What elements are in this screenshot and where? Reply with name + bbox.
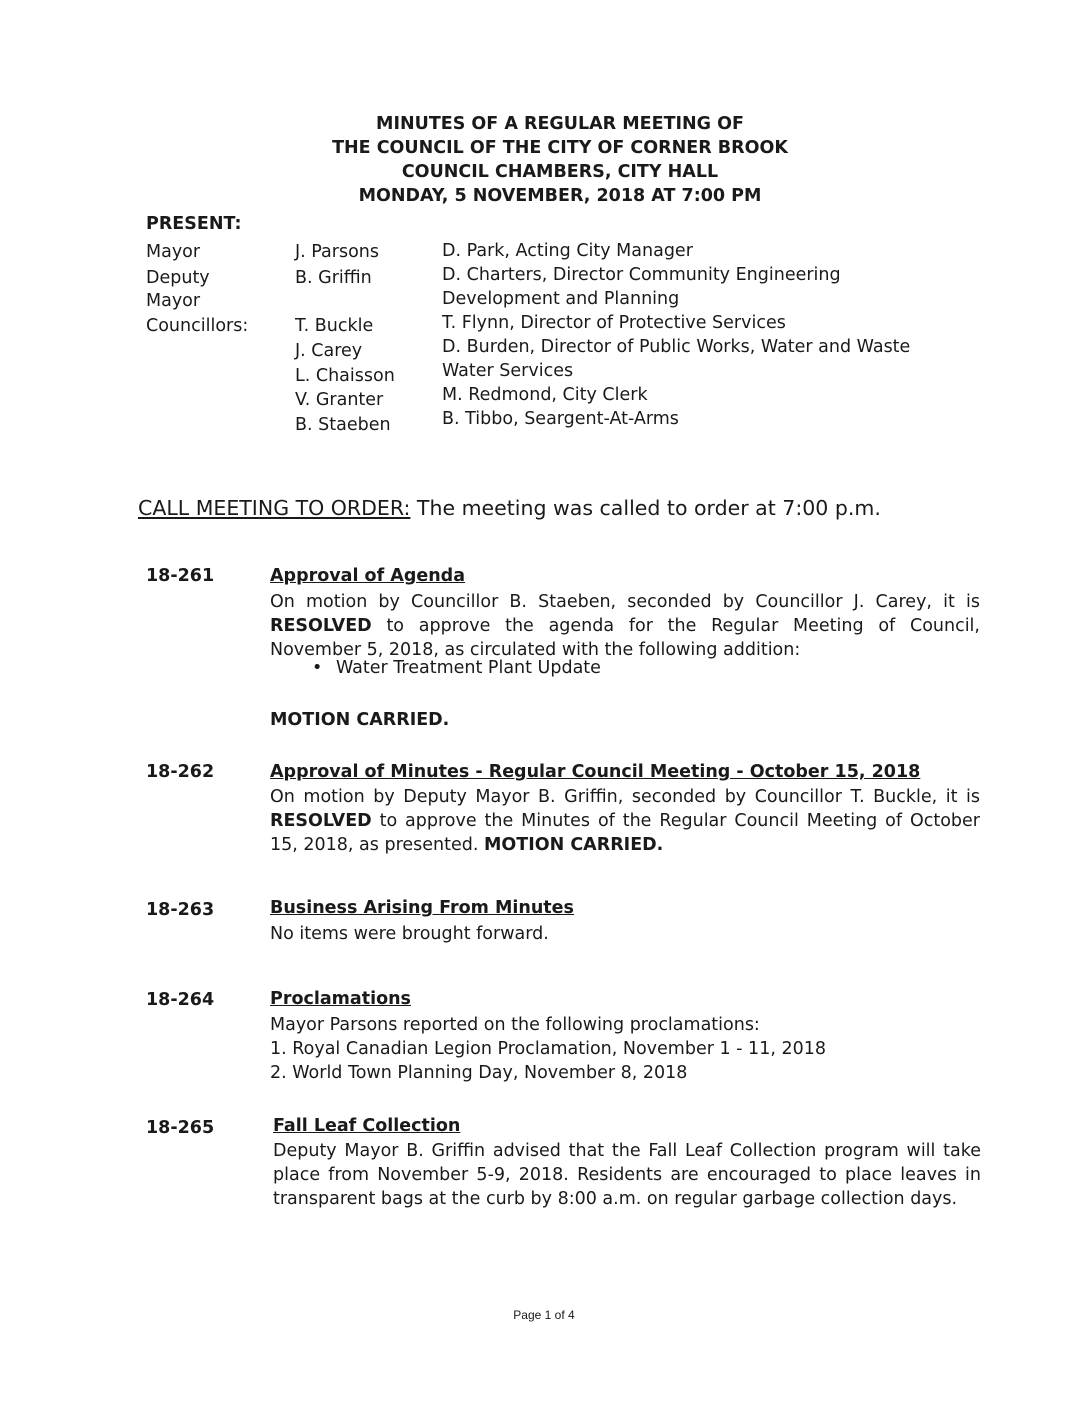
item-heading: Approval of Minutes - Regular Council Meeting - October 15, 2018 — [270, 762, 921, 782]
staff-entry: D. Charters, Director Community Engineering — [442, 265, 841, 285]
item-text: Deputy Mayor B. Griffin advised that the Fall Leaf Collection program will take place from November 5-9, 2018. Residents are encouraged to place leaves in transparent bags at the curb by 8:00 a.m. on regular garbage collection days. — [273, 1141, 981, 1209]
title-line-3: COUNCIL CHAMBERS, CITY HALL — [401, 162, 719, 182]
item-text: On motion by Councillor B. Staeben, seconded by Councillor J. Carey, it is RESOLVED to approve the agenda for the Regular Meeting of Council, November 5, 2018, as circulated with the following addition: — [270, 592, 980, 660]
title-line-2: THE COUNCIL OF THE CITY OF CORNER BROOK — [332, 138, 788, 158]
role-deputy: Deputy — [146, 268, 210, 288]
staff-entry: Water Services — [442, 361, 574, 381]
present-label: PRESENT: — [146, 214, 242, 234]
item-heading: Business Arising From Minutes — [270, 898, 574, 918]
item-heading: Fall Leaf Collection — [273, 1116, 461, 1136]
role-councillors: Councillors: — [146, 316, 249, 336]
role-deputy-mayor: Mayor — [146, 291, 201, 311]
staff-entry: B. Tibbo, Seargent-At-Arms — [442, 409, 679, 429]
attendee-name: T. Buckle — [295, 316, 374, 336]
role-mayor: Mayor — [146, 242, 201, 262]
item-heading: Approval of Agenda — [270, 566, 466, 586]
staff-entry: D. Burden, Director of Public Works, Water and Waste — [442, 337, 911, 357]
staff-entry: D. Park, Acting City Manager — [442, 241, 693, 261]
item-text: No items were brought forward. — [270, 924, 549, 944]
bullet-mark: • — [312, 658, 323, 678]
title-line-4: MONDAY, 5 NOVEMBER, 2018 AT 7:00 PM — [358, 186, 762, 206]
item-number: 18-264 — [146, 990, 215, 1010]
attendee-name: V. Granter — [295, 390, 384, 410]
attendee-name: B. Griffin — [295, 268, 372, 288]
staff-entry: T. Flynn, Director of Protective Services — [442, 313, 786, 333]
attendee-name: B. Staeben — [295, 415, 391, 435]
attendee-name: L. Chaisson — [295, 366, 395, 386]
staff-entry: M. Redmond, City Clerk — [442, 385, 648, 405]
call-to-order-label: CALL MEETING TO ORDER: — [138, 496, 411, 520]
call-to-order-text: The meeting was called to order at 7:00 p.m. — [410, 496, 881, 520]
staff-entry: Development and Planning — [442, 289, 680, 309]
item-text: Mayor Parsons reported on the following proclamations: — [270, 1015, 760, 1035]
document-title — [0, 112, 1088, 208]
item-number: 18-262 — [146, 762, 215, 782]
attendee-name: J. Parsons — [295, 242, 380, 262]
bullet-text: Water Treatment Plant Update — [336, 658, 601, 678]
item-heading: Proclamations — [270, 989, 411, 1009]
item-number: 18-263 — [146, 900, 215, 920]
page-number: Page 1 of 4 — [513, 1308, 575, 1322]
item-number: 18-261 — [146, 566, 215, 586]
item-text: On motion by Deputy Mayor B. Griffin, seconded by Councillor T. Buckle, it is RESOLVED to approve the Minutes of the Regular Council Meeting of October 15, 2018, as presented. MOTION CARRIED. — [270, 787, 980, 855]
bullet-item — [312, 658, 601, 678]
attendee-name: J. Carey — [295, 341, 363, 361]
motion-carried: MOTION CARRIED. — [270, 710, 450, 730]
item-number: 18-265 — [146, 1118, 215, 1138]
list-item: 2. World Town Planning Day, November 8, 2018 — [270, 1063, 688, 1083]
list-item: 1. Royal Canadian Legion Proclamation, November 1 - 11, 2018 — [270, 1039, 826, 1059]
title-line-1: MINUTES OF A REGULAR MEETING OF — [376, 114, 744, 134]
call-to-order — [138, 496, 881, 520]
